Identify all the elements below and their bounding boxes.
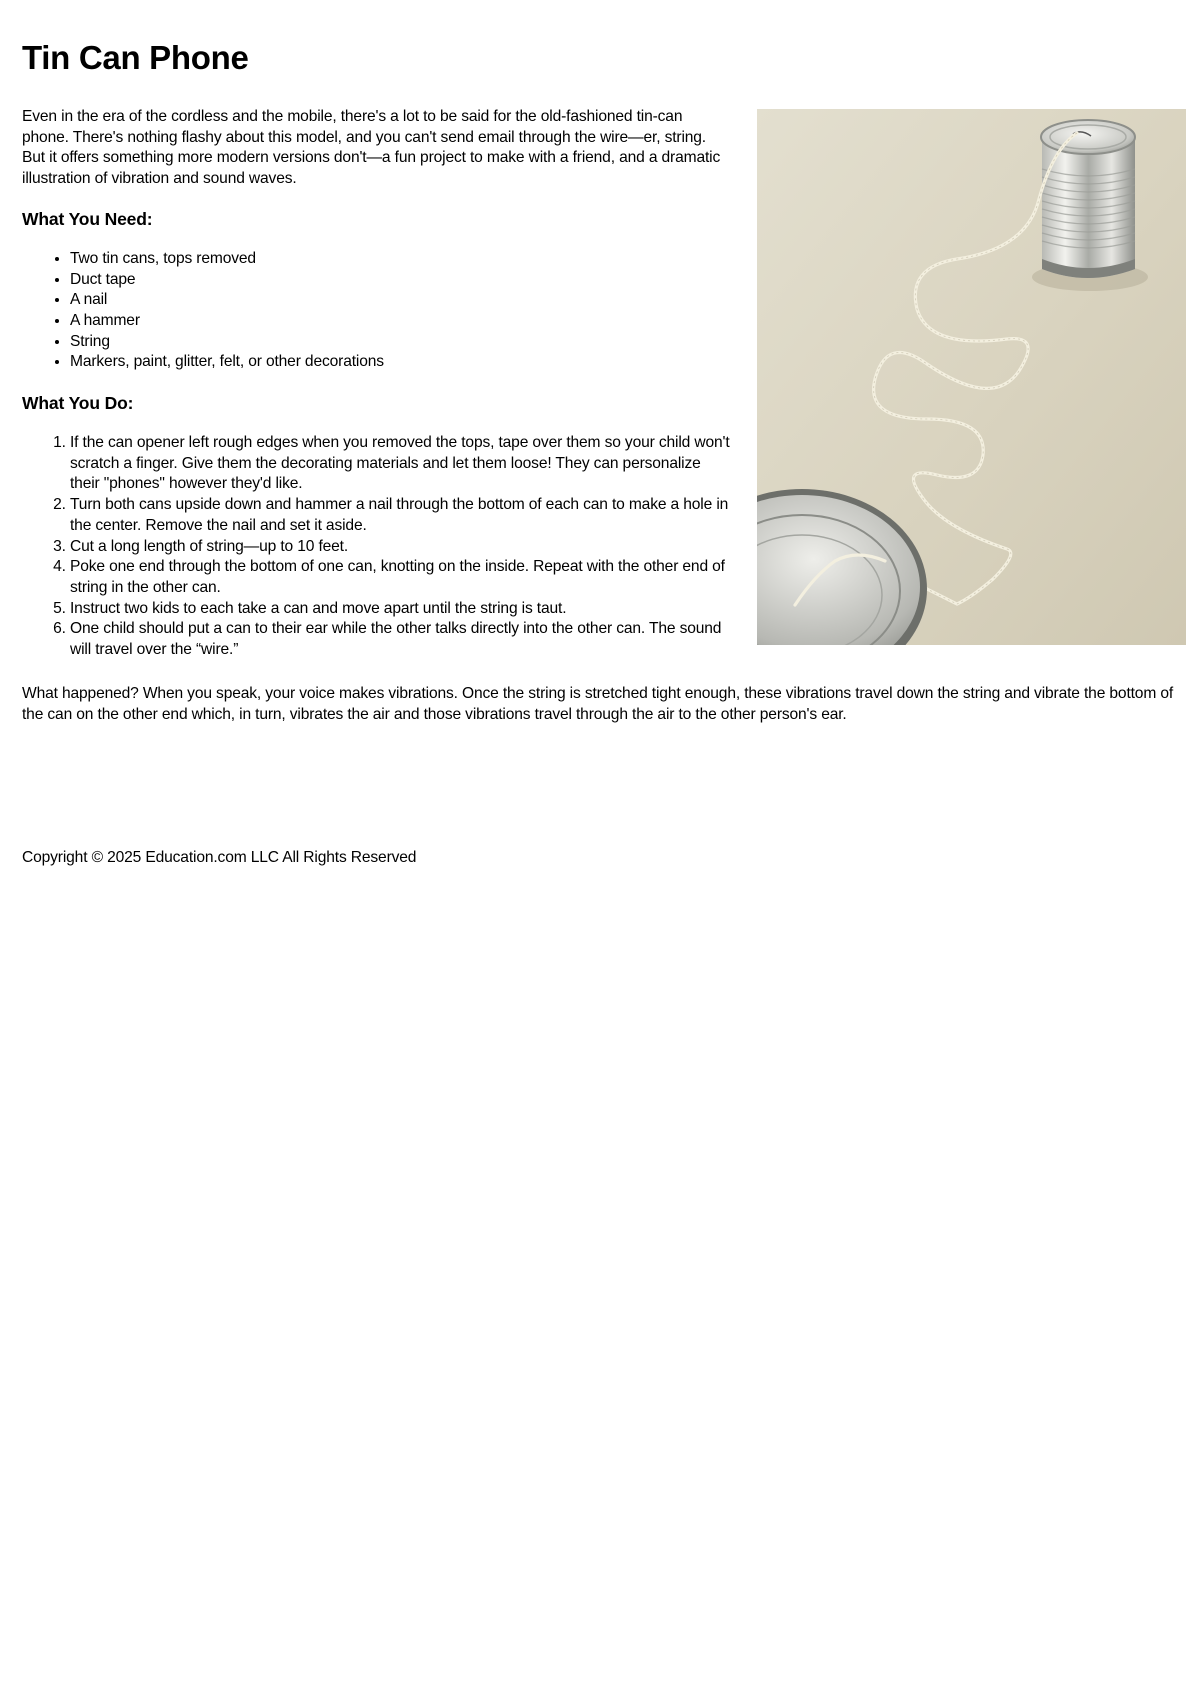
copyright-notice: Copyright © 2025 Education.com LLC All Rights Reserved [22,849,417,866]
summary-paragraph: What happened? When you speak, your voice makes vibrations. Once the string is stretched tight enough, these vibrations travel down the string and vibrate the bottom of the can on the other end which, in turn, vibrates the air and those vibrations travel through the air to the other person's ear. [22,685,1174,723]
list-item: • Duct tape [70,270,732,291]
materials-list [22,249,732,373]
list-item: • Markers, paint, glitter, felt, or other decorations [70,352,732,373]
step-item: 4. Poke one end through the bottom of one can, knotting on the inside. Repeat with the other end of string in the other can. [70,557,732,598]
step-item: 1. If the can opener left rough edges when you removed the tops, tape over them so your child won't scratch a finger. Give them the decorating materials and let them loose! They can personalize their "phones" however they'd like. [70,433,732,495]
list-item: • A hammer [70,311,732,332]
what-you-do-heading: What You Do: [22,393,134,414]
tin-can-phone-photo [757,109,1186,645]
step-item: 6. One child should put a can to their ear while the other talks directly into the other can. The sound will travel over the “wire.” [70,619,732,660]
list-item: • String [70,332,732,353]
page-title: Tin Can Phone [22,39,249,76]
what-you-need-heading: What You Need: [22,208,153,229]
step-item: 2. Turn both cans upside down and hammer a nail through the bottom of each can to make a hole in the center. Remove the nail and set it aside. [70,495,732,536]
intro-paragraph: Even in the era of the cordless and the mobile, there's a lot to be said for the old-fashioned tin-can phone. There's nothing flashy about this model, and you can't send email through the wire—er, string. But it offers something more modern versions don't—a fun project to make with a friend, and a dramatic illustration of vibration and sound waves. [22,108,721,188]
step-item: 5. Instruct two kids to each take a can and move apart until the string is taut. [70,599,732,620]
list-item: • A nail [70,290,732,311]
main-content [22,107,732,661]
step-item: 3. Cut a long length of string—up to 10 feet. [70,537,732,558]
list-item: • Two tin cans, tops removed [70,249,732,270]
steps-list [22,433,732,661]
